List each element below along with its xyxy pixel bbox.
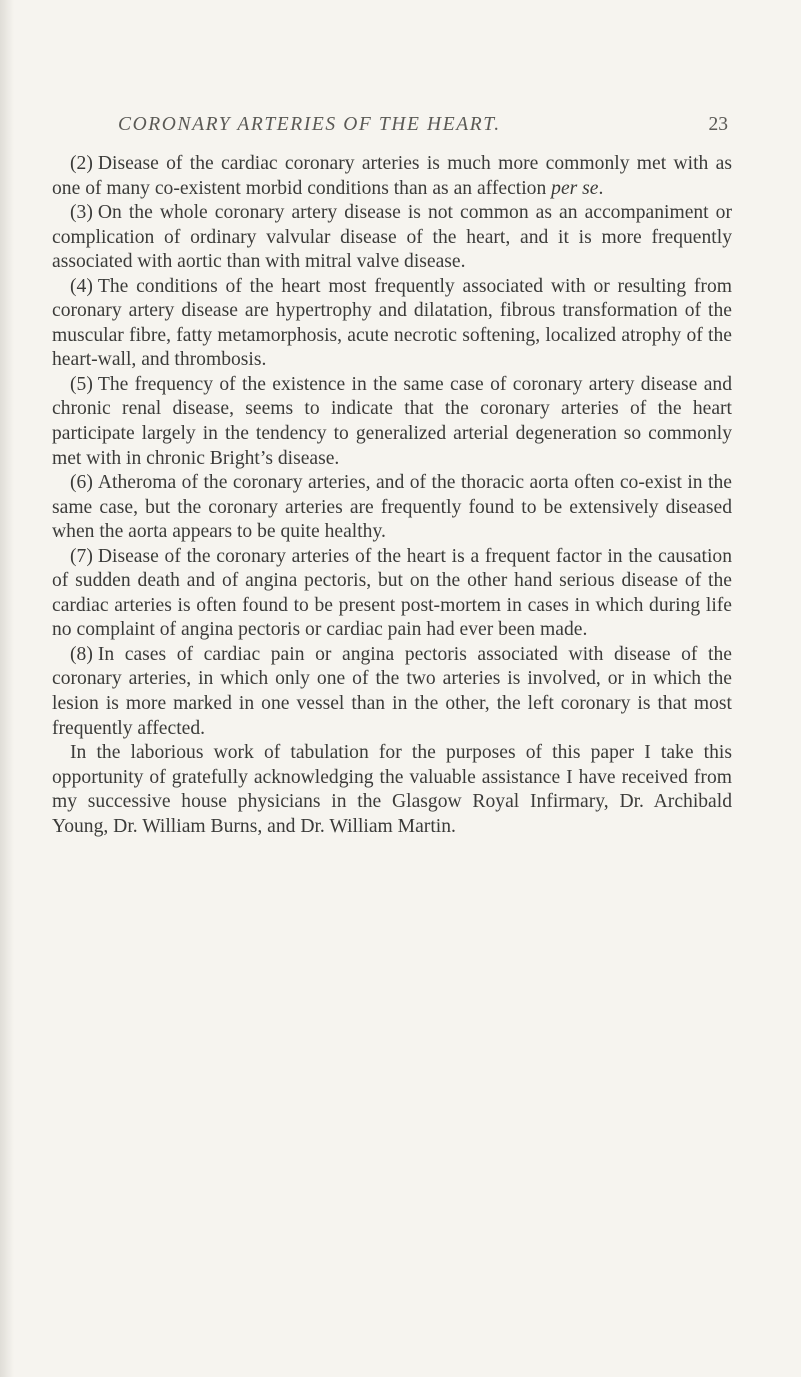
paragraph-8 bbox=[52, 643, 732, 741]
paragraph-number: (3) bbox=[70, 202, 93, 224]
paragraph-number: (7) bbox=[70, 545, 93, 567]
page-header bbox=[118, 114, 728, 144]
paragraph-number: (2) bbox=[70, 153, 93, 174]
paragraph-text: In cases of cardiac pain or angina pectoris associated with disease of the coronary arteries, in which only one of the two arteries is involved, or in which the lesion is more marked in one vessel than in the other, the left coronary is that most frequently affected. bbox=[52, 643, 732, 739]
paragraph-text: On the whole coronary artery disease is not common as an accompaniment or complication of ordinary valvular disease of the heart, and it is more frequently associated with aortic than with mitral valve disease. bbox=[52, 202, 732, 273]
paragraph-7 bbox=[52, 545, 732, 643]
running-head: CORONARY ARTERIES OF THE HEART. bbox=[118, 114, 501, 135]
paragraph-number: (4) bbox=[70, 275, 93, 297]
body-text bbox=[52, 152, 732, 839]
paragraph-number: (8) bbox=[70, 643, 93, 665]
page-gutter-shadow bbox=[0, 0, 14, 1377]
paragraph-5 bbox=[52, 373, 732, 471]
paragraph-3 bbox=[52, 201, 732, 275]
paragraph-text: The frequency of the existence in the same case of coronary artery disease and chronic renal disease, seems to indicate that the coronary arteries of the heart participate largely in the tendency to generalized arterial degeneration so commonly met with in chronic Bright’s disease. bbox=[52, 373, 732, 469]
paragraph-text: In the laborious work of tabulation for the purposes of this paper I take this opportunity of gratefully acknowledging the valuable assistance I have received from my successive house physicians in the Glasgow Royal Infirmary, Dr. Archibald Young, Dr. William Burns, and Dr. William Martin. bbox=[52, 742, 732, 837]
paragraph-text: Disease of the coronary arteries of the heart is a frequent factor in the causation of sudden death and of angina pectoris, but on the other hand serious disease of the cardiac arteries is often found to be present post-mortem in cases in which during life no complaint of angina pectoris or cardiac pain had ever been made. bbox=[52, 545, 732, 641]
paragraph-number: (5) bbox=[70, 373, 93, 395]
acknowledgement-paragraph bbox=[52, 741, 732, 839]
paragraph-text-end: . bbox=[598, 177, 604, 199]
paragraph-number: (6) bbox=[70, 472, 93, 494]
paragraph-2 bbox=[52, 152, 732, 201]
paragraph-text: The conditions of the heart most frequently associated with or resulting from coronary artery disease are hypertrophy and dilatation, fibrous transformation of the muscular fibre, fatty metamorphosis, acute necrotic softening, localized atrophy of the heart-wall, and thrombosis. bbox=[52, 275, 732, 371]
paragraph-text: Disease of the cardiac coronary arteries is much more commonly met with as one of many co-existent morbid conditions than as an affection bbox=[52, 153, 732, 199]
paragraph-6 bbox=[52, 471, 732, 545]
paragraph-4 bbox=[52, 275, 732, 373]
latin-phrase: per se bbox=[551, 177, 599, 199]
paragraph-text: Atheroma of the coronary arteries, and of the thoracic aorta often co-exist in the same case, but the coronary arteries are frequently found to be extensively diseased when the aorta appears to be quite healthy. bbox=[52, 472, 732, 543]
page-number: 23 bbox=[708, 114, 728, 135]
